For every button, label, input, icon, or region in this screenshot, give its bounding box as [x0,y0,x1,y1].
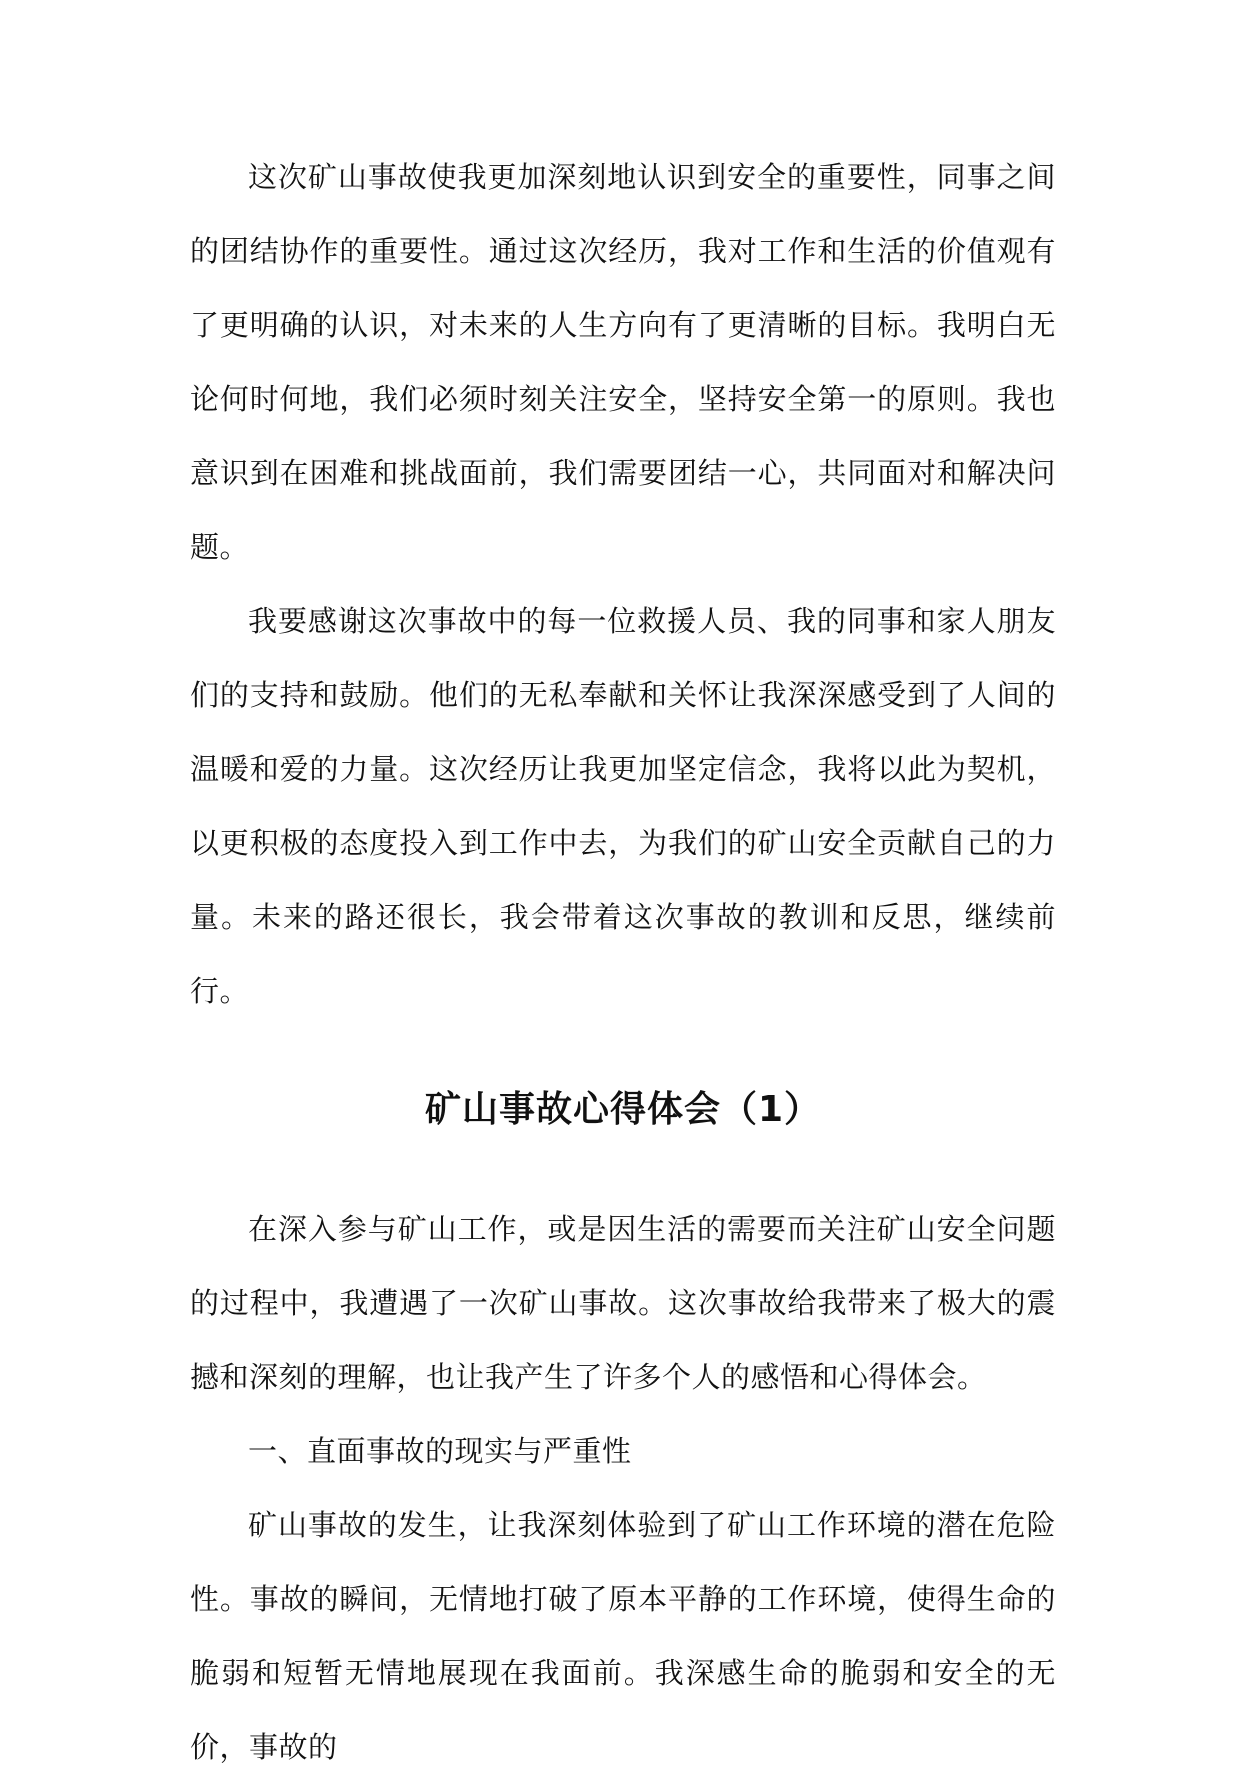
paragraph-safety-importance: 这次矿山事故使我更加深刻地认识到安全的重要性，同事之间的团结协作的重要性。通过这次经历，我对工作和生活的价值观有了更明确的认识，对未来的人生方向有了更清晰的目标。我明白无论何时何地，我们必须时刻关注安全，坚持安全第一的原则。我也意识到在困难和挑战面前，我们需要团结一心，共同面对和解决问题。 [190,160,1056,564]
paragraph-danger-awareness: 矿山事故的发生，让我深刻体验到了矿山工作环境的潜在危险性。事故的瞬间，无情地打破了原本平静的工作环境，使得生命的脆弱和短暂无情地展现在我面前。我深感生命的脆弱和安全的无价，事故的 [190,1508,1056,1764]
paragraph-gratitude: 我要感谢这次事故中的每一位救援人员、我的同事和家人朋友们的支持和鼓励。他们的无私奉献和关怀让我深深感受到了人间的温暖和爱的力量。这次经历让我更加坚定信念，我将以此为契机，以更积极的态度投入到工作中去，为我们的矿山安全贡献自己的力量。未来的路还很长，我会带着这次事故的教训和反思，继续前行。 [190,604,1056,1008]
paragraph-introduction: 在深入参与矿山工作，或是因生活的需要而关注矿山安全问题的过程中，我遭遇了一次矿山事故。这次事故给我带来了极大的震撼和深刻的理解，也让我产生了许多个人的感悟和心得体会。 [190,1212,1056,1394]
document-page [190,140,1056,1784]
section-title: 矿山事故心得体会（1） [424,1089,822,1130]
subheading-face-accident: 一、直面事故的现实与严重性 [248,1434,632,1468]
